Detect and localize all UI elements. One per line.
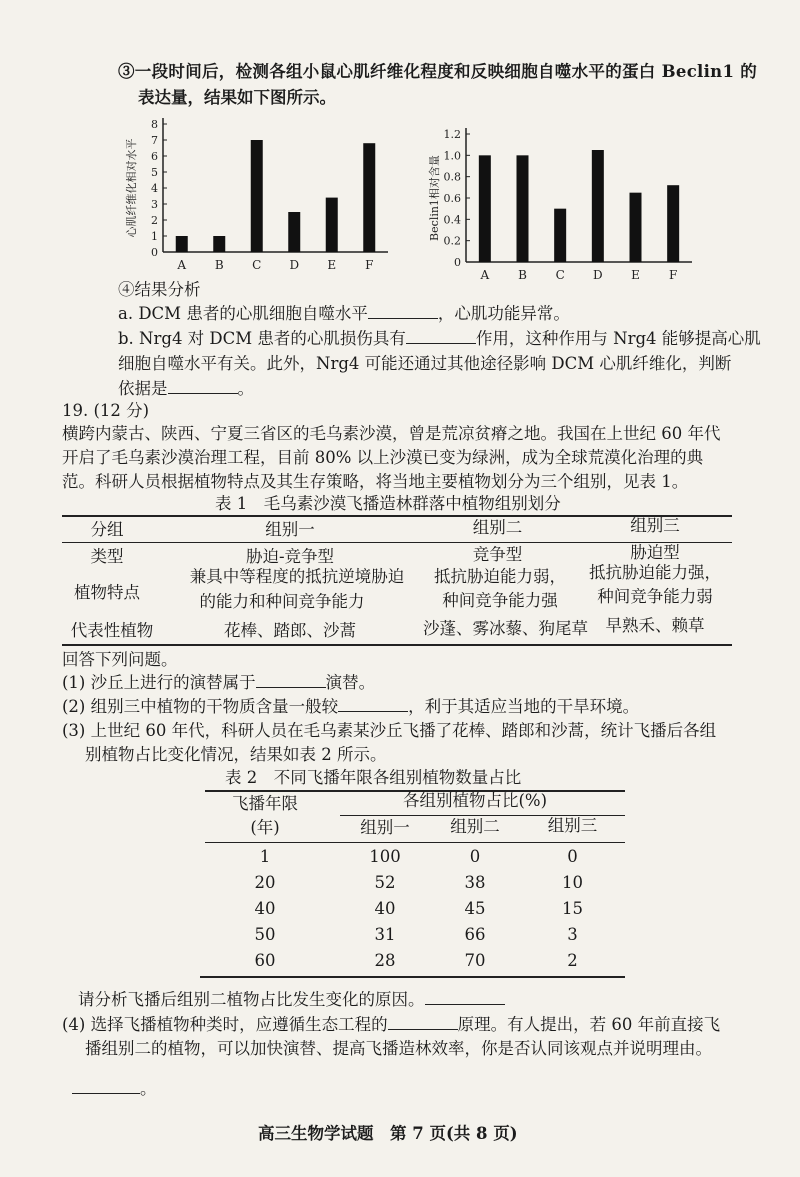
- answer-blank-q1[interactable]: [256, 671, 326, 688]
- q4-end-dot: 。: [140, 1079, 157, 1098]
- table1-bottom-rule: [62, 644, 732, 646]
- table2-bottom-rule: [200, 976, 625, 978]
- chart-fibrosis: [124, 118, 388, 272]
- t2-row-cell: 100: [369, 847, 401, 866]
- t2-row-cell: 45: [464, 899, 486, 918]
- t1-head-3: 组别三: [630, 516, 680, 535]
- part4-b-line2: 细胞自噬水平有关。此外，Nrg4 可能还通过其他途径影响 DCM 心肌纤维化，判断: [118, 354, 732, 373]
- y-tick-label: 5: [151, 166, 158, 179]
- t2-row-cell: 0: [469, 847, 481, 866]
- q4: [62, 1013, 720, 1037]
- t2-row-cell: 15: [562, 899, 583, 918]
- part4-heading: ④结果分析: [118, 280, 201, 299]
- t1-feature2-l1: 抵抗胁迫能力弱，: [434, 567, 566, 586]
- q4-end: [72, 1077, 157, 1101]
- y-tick-label: 0.2: [443, 234, 461, 248]
- t1-rep-3: 早熟禾、赖草: [605, 616, 705, 635]
- t2-group-head: 各组别植物占比(%): [402, 791, 548, 810]
- t1-feature2-l2: 种间竞争能力强: [442, 591, 558, 610]
- t2-col0-head1: 飞播年限: [232, 794, 298, 813]
- t2-row-cell: 66: [464, 925, 486, 944]
- answer-blank-a[interactable]: [368, 302, 438, 319]
- y-tick-label: 0: [151, 246, 158, 259]
- t1-head-1: 组别一: [265, 520, 315, 539]
- answer-blank-q4a[interactable]: [388, 1013, 458, 1030]
- answer-blank-q2[interactable]: [338, 695, 408, 712]
- x-tick-label: C: [252, 258, 262, 272]
- part3-line2: 表达量，结果如下图所示。: [138, 88, 336, 107]
- y-tick-label: 8: [151, 118, 158, 131]
- t1-feature3-l1: 抵抗胁迫能力强，: [589, 563, 721, 582]
- bar-E: [630, 193, 642, 262]
- t1-rep-label: 代表性植物: [70, 621, 154, 640]
- page-footer: 高三生物学试题 第 7 页(共 8 页): [258, 1124, 518, 1143]
- y-tick-label: 1.0: [443, 149, 461, 163]
- y-tick-label: 0.8: [443, 170, 461, 184]
- t1-rep-1: 花棒、踏郎、沙蒿: [224, 621, 356, 640]
- bar-A: [176, 236, 188, 252]
- t1-feature-label: 植物特点: [74, 583, 140, 602]
- x-tick-label: D: [593, 268, 603, 282]
- answer-blank-q4b[interactable]: [72, 1077, 140, 1094]
- t2-row-cell: 38: [464, 873, 486, 892]
- y-tick-label: 2: [151, 214, 158, 227]
- q3-ask-pre: 请分析飞播后组别二植物占比发生变化的原因。: [78, 990, 425, 1009]
- table1-caption: 表 1 毛乌素沙漠飞播造林群落中植物组别划分: [215, 494, 561, 513]
- bar-B: [517, 155, 529, 262]
- bar-D: [592, 150, 604, 262]
- table2-caption: 表 2 不同飞播年限各组别植物数量占比: [225, 768, 522, 787]
- bar-E: [326, 198, 338, 252]
- q3-line2: 别植物占比变化情况，结果如表 2 所示。: [85, 745, 387, 764]
- x-tick-label: F: [365, 258, 374, 272]
- q2-pre: (2) 组别三中植物的干物质含量一般较: [62, 697, 339, 716]
- t2-row-years: 1: [259, 847, 271, 866]
- bar-F: [363, 143, 375, 252]
- x-tick-label: E: [327, 258, 337, 272]
- part3-line1: ③一段时间后，检测各组小鼠心肌纤维化程度和反映细胞自噬水平的蛋白 Beclin1 的: [118, 62, 758, 81]
- t2-sub-1: 组别二: [450, 817, 500, 836]
- t2-row-cell: 2: [567, 951, 578, 970]
- t1-feature1-l2: 的能力和种间竞争能力: [199, 592, 365, 611]
- part4-b-line3: [118, 377, 254, 401]
- chart-beclin1: [427, 128, 692, 282]
- q1: [62, 671, 375, 695]
- q2-post: ，利于其适应当地的干旱环境。: [408, 697, 640, 716]
- bar-D: [288, 212, 300, 252]
- q4-line2: 播组别二的植物，可以加快演替、提高飞播造林效率，你是否认同该观点并说明理由。: [85, 1039, 712, 1058]
- q19-intro3: 范。科研人员根据植物特点及其生存策略，将当地主要植物划分为三个组别，见表 1。: [62, 472, 689, 491]
- t1-type-1: 胁迫-竞争型: [245, 547, 335, 566]
- q4-post: 原理。有人提出，若 60 年前直接飞: [457, 1015, 721, 1034]
- answer-prompt: 回答下列问题。: [62, 650, 178, 669]
- bar-F: [667, 185, 679, 262]
- answer-blank-q3[interactable]: [425, 988, 505, 1005]
- answer-blank-basis[interactable]: [168, 377, 238, 394]
- y-tick-label: 7: [151, 134, 158, 147]
- x-tick-label: A: [177, 258, 187, 272]
- y-tick-label: 1.2: [443, 128, 461, 141]
- t1-type-label: 类型: [90, 547, 124, 566]
- t2-row-cell: 70: [464, 951, 486, 970]
- q1-post: 演替。: [325, 673, 376, 692]
- y-tick-label: 6: [151, 150, 158, 163]
- t1-feature3-l2: 种间竞争能力弱: [597, 587, 713, 606]
- part4-b3-post: 。: [237, 379, 254, 398]
- q19-intro2: 开启了毛乌素沙漠治理工程，目前 80% 以上沙漠已变为绿洲，成为全球荒漠化治理的典: [62, 448, 704, 467]
- part4-a: [118, 302, 570, 326]
- answer-blank-b[interactable]: [406, 327, 476, 344]
- t2-row-cell: 3: [567, 925, 578, 944]
- part4-b3-pre: 依据是: [118, 379, 168, 398]
- x-tick-label: B: [214, 258, 224, 272]
- t2-row-cell: 28: [374, 951, 396, 970]
- x-tick-label: E: [631, 268, 640, 282]
- y-tick-label: 3: [151, 198, 158, 211]
- y-tick-label: 4: [151, 182, 158, 195]
- t2-row-cell: 40: [374, 899, 396, 918]
- charts-area: [0, 112, 800, 287]
- t2-row-years: 20: [254, 873, 276, 892]
- y-tick-label: 0: [454, 256, 461, 269]
- t2-sub-0: 组别一: [360, 818, 410, 837]
- q1-pre: (1) 沙丘上进行的演替属于: [62, 673, 256, 692]
- t2-row-years: 60: [254, 951, 276, 970]
- x-tick-label: F: [669, 268, 678, 282]
- q19-intro1: 横跨内蒙古、陕西、宁夏三省区的毛乌素沙漠，曾是荒凉贫瘠之地。我国在上世纪 60 年代: [62, 424, 721, 443]
- part4-b-pre: b. Nrg4 对 DCM 患者的心肌损伤具有: [118, 329, 406, 348]
- t2-row-cell: 10: [562, 873, 583, 892]
- t2-row-cell: 52: [374, 873, 396, 892]
- y-axis-label: 心肌纤维化相对水平: [125, 138, 138, 238]
- y-tick-label: 0.6: [443, 192, 461, 205]
- x-tick-label: A: [480, 268, 490, 282]
- t1-rep-2: 沙蓬、雾冰藜、狗尾草: [423, 619, 588, 638]
- q2: [62, 695, 639, 719]
- part4-a-post: ，心肌功能异常。: [437, 304, 570, 323]
- bar-C: [251, 140, 263, 252]
- t1-head-2: 组别二: [472, 518, 523, 537]
- bar-C: [554, 209, 566, 262]
- bar-B: [213, 236, 225, 252]
- y-tick-label: 0.4: [443, 213, 461, 227]
- q3-line1: (3) 上世纪 60 年代，科研人员在毛乌素某沙丘飞播了花棒、踏郎和沙蒿，统计飞播后各组: [62, 721, 717, 740]
- t2-sub-2: 组别三: [547, 816, 598, 835]
- t1-feature1-l1: 兼具中等程度的抵抗逆境胁迫: [189, 567, 405, 586]
- part4-a-pre: a. DCM 患者的心肌细胞自噬水平: [118, 304, 368, 323]
- q4-pre: (4) 选择飞播植物种类时，应遵循生态工程的: [62, 1015, 388, 1034]
- t2-col0-head2: (年): [250, 818, 280, 837]
- y-axis-label: Beclin1相对含量: [428, 155, 441, 241]
- t2-row-cell: 0: [567, 847, 578, 866]
- t1-type-3: 胁迫型: [630, 543, 680, 562]
- bar-A: [479, 155, 491, 262]
- t1-type-2: 竞争型: [472, 545, 523, 564]
- x-tick-label: C: [555, 268, 565, 282]
- q19-header: 19. (12 分): [62, 401, 150, 420]
- part4-b: [118, 327, 761, 351]
- t1-head-0: 分组: [90, 520, 124, 539]
- t2-row-years: 40: [254, 899, 276, 918]
- x-tick-label: B: [518, 268, 527, 282]
- part4-b-post: 作用，这种作用与 Nrg4 能够提高心肌: [475, 329, 761, 348]
- x-tick-label: D: [289, 258, 300, 272]
- t2-row-years: 50: [254, 925, 276, 944]
- table2-head-rule: [205, 842, 625, 843]
- q3-ask: [78, 988, 505, 1012]
- y-tick-label: 1: [151, 230, 158, 243]
- t2-row-cell: 31: [374, 925, 396, 944]
